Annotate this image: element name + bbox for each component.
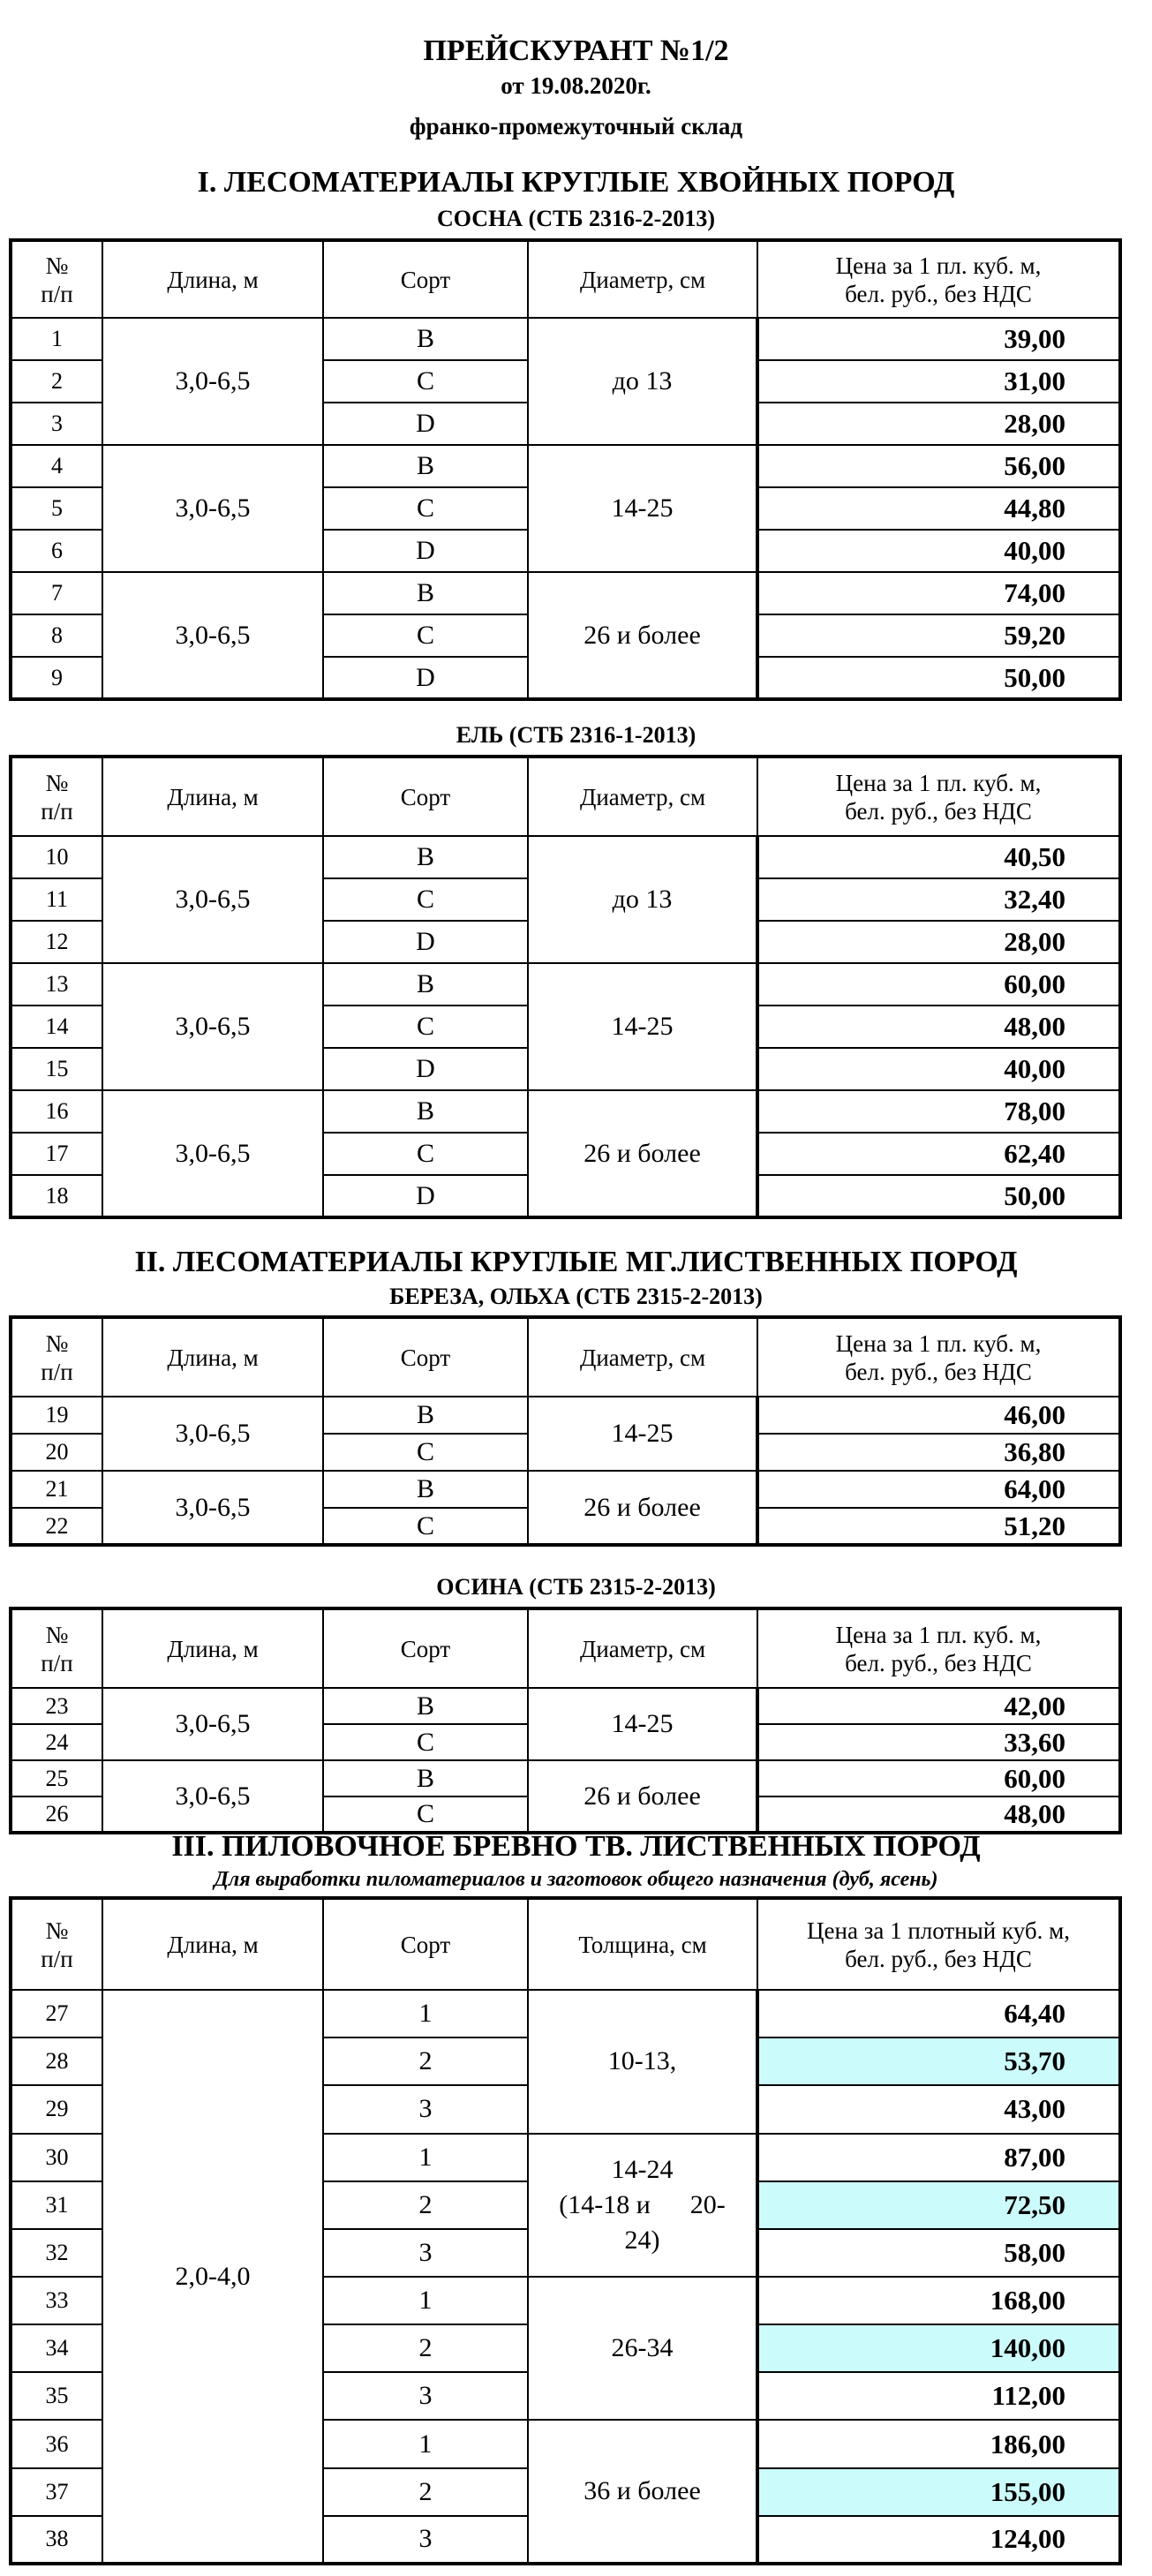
- price-cell: 60,00: [757, 963, 1120, 1006]
- header-length: Длина, м: [102, 757, 323, 836]
- price-cell: 51,20: [757, 1508, 1120, 1545]
- spruce-price-table: [9, 755, 1122, 1219]
- price-cell: 74,00: [757, 572, 1120, 614]
- length-cell: 3,0-6,5: [102, 836, 323, 963]
- table-row: [11, 1688, 1120, 1724]
- grade-cell: 1: [323, 2134, 528, 2181]
- table-row: [11, 1397, 1120, 1434]
- header-diameter: Диаметр, см: [528, 757, 757, 836]
- price-cell: 48,00: [757, 1006, 1120, 1048]
- grade-cell: B: [323, 1471, 528, 1508]
- section-title-2: II. ЛЕСОМАТЕРИАЛЫ КРУГЛЫЕ МГ.ЛИСТВЕННЫХ ПОРОД: [134, 1246, 1018, 1278]
- grade-cell: B: [323, 1688, 528, 1724]
- price-cell: 31,00: [757, 360, 1120, 403]
- grade-cell: B: [323, 1090, 528, 1133]
- header-num: № п/п: [11, 1608, 102, 1688]
- section-title-3: III. ПИЛОВОЧНОЕ БРЕВНО ТВ. ЛИСТВЕННЫХ ПОРОД: [171, 1830, 981, 1863]
- header-price: Цена за 1 пл. куб. м, бел. руб., без НДС: [757, 1608, 1120, 1688]
- grade-cell: 1: [323, 2420, 528, 2467]
- price-cell: 56,00: [757, 445, 1120, 487]
- row-number: 18: [11, 1175, 102, 1217]
- header-num: № п/п: [11, 1898, 102, 1990]
- row-number: 26: [11, 1796, 102, 1833]
- hardwood-price-table: [9, 1896, 1122, 2565]
- row-number: 31: [11, 2181, 102, 2229]
- thickness-cell: 26-34: [528, 2277, 757, 2420]
- row-number: 32: [11, 2229, 102, 2277]
- price-cell: 186,00: [757, 2420, 1120, 2467]
- header-thickness: Толщина, см: [528, 1898, 757, 1990]
- grade-cell: B: [323, 963, 528, 1006]
- grade-cell: B: [323, 318, 528, 360]
- table-header-row: [11, 757, 1120, 836]
- price-cell: 28,00: [757, 921, 1120, 963]
- table-row: [11, 1990, 1120, 2037]
- grade-cell: 3: [323, 2085, 528, 2133]
- price-cell: 64,00: [757, 1471, 1120, 1508]
- row-number: 21: [11, 1471, 102, 1508]
- row-number: 13: [11, 963, 102, 1006]
- diameter-cell: 26 и более: [528, 572, 757, 699]
- header-num: № п/п: [11, 757, 102, 836]
- price-cell: 59,20: [757, 614, 1120, 657]
- price-cell: 64,40: [757, 1990, 1120, 2037]
- header-num: № п/п: [11, 240, 102, 318]
- row-number: 27: [11, 1990, 102, 2037]
- grade-cell: D: [323, 530, 528, 572]
- price-cell: 168,00: [757, 2277, 1120, 2324]
- table-row: [11, 1471, 1120, 1508]
- header-price: Цена за 1 пл. куб. м, бел. руб., без НДС: [757, 240, 1120, 318]
- row-number: 12: [11, 921, 102, 963]
- price-cell: 36,80: [757, 1434, 1120, 1471]
- grade-cell: D: [323, 1048, 528, 1090]
- table-header-row: [11, 1317, 1120, 1397]
- grade-cell: 2: [323, 2037, 528, 2085]
- aspen-price-table: [9, 1607, 1122, 1834]
- diameter-cell: 26 и более: [528, 1760, 757, 1833]
- diameter-cell: до 13: [528, 836, 757, 963]
- grade-cell: 3: [323, 2516, 528, 2564]
- price-cell: 40,00: [757, 1048, 1120, 1090]
- length-cell: 3,0-6,5: [102, 1397, 323, 1471]
- grade-cell: C: [323, 360, 528, 403]
- row-number: 4: [11, 445, 102, 487]
- row-number: 8: [11, 614, 102, 657]
- price-cell: 87,00: [757, 2134, 1120, 2181]
- price-cell-highlighted: 53,70: [757, 2037, 1120, 2085]
- table-title-birch: БЕРЕЗА, ОЛЬХА (СТБ 2315-2-2013): [389, 1284, 763, 1309]
- price-cell: 43,00: [757, 2085, 1120, 2133]
- grade-cell: 1: [323, 2277, 528, 2324]
- length-cell: 3,0-6,5: [102, 445, 323, 572]
- price-cell: 39,00: [757, 318, 1120, 360]
- row-number: 17: [11, 1133, 102, 1175]
- row-number: 7: [11, 572, 102, 614]
- diameter-cell: 26 и более: [528, 1471, 757, 1545]
- table-row: [11, 836, 1120, 878]
- length-cell: 3,0-6,5: [102, 1090, 323, 1217]
- pine-price-table: [9, 238, 1122, 701]
- header-grade: Сорт: [323, 1317, 528, 1397]
- table-row: [11, 572, 1120, 614]
- row-number: 6: [11, 530, 102, 572]
- grade-cell: 2: [323, 2324, 528, 2372]
- table-row: [11, 445, 1120, 487]
- table-row: [11, 1090, 1120, 1133]
- header-price: Цена за 1 плотный куб. м, бел. руб., без НДС: [757, 1898, 1120, 1990]
- diameter-cell: 14-25: [528, 1688, 757, 1760]
- diameter-cell: 26 и более: [528, 1090, 757, 1217]
- header-length: Длина, м: [102, 240, 323, 318]
- row-number: 1: [11, 318, 102, 360]
- table-row: [11, 318, 1120, 360]
- grade-cell: B: [323, 445, 528, 487]
- grade-cell: D: [323, 403, 528, 445]
- length-cell: 3,0-6,5: [102, 1688, 323, 1760]
- row-number: 23: [11, 1688, 102, 1724]
- row-number: 29: [11, 2085, 102, 2133]
- price-cell: 32,40: [757, 878, 1120, 921]
- row-number: 2: [11, 360, 102, 403]
- price-cell: 62,40: [757, 1133, 1120, 1175]
- row-number: 16: [11, 1090, 102, 1133]
- grade-cell: C: [323, 1434, 528, 1471]
- length-cell: 3,0-6,5: [102, 572, 323, 699]
- header-diameter: Диаметр, см: [528, 1317, 757, 1397]
- grade-cell: 1: [323, 1990, 528, 2037]
- row-number: 34: [11, 2324, 102, 2372]
- price-cell: 33,60: [757, 1724, 1120, 1760]
- price-cell-highlighted: 140,00: [757, 2324, 1120, 2372]
- price-cell: 48,00: [757, 1796, 1120, 1833]
- row-number: 36: [11, 2420, 102, 2467]
- price-cell: 40,00: [757, 530, 1120, 572]
- table-title-spruce: ЕЛЬ (СТБ 2316-1-2013): [456, 722, 696, 748]
- length-cell: 2,0-4,0: [102, 1990, 323, 2564]
- grade-cell: B: [323, 836, 528, 878]
- price-cell: 44,80: [757, 487, 1120, 530]
- section-note: Для выработки пиломатериалов и заготовок общего назначения (дуб, ясень): [214, 1868, 938, 1891]
- diameter-cell: 14-25: [528, 963, 757, 1090]
- price-cell: 28,00: [757, 403, 1120, 445]
- length-cell: 3,0-6,5: [102, 1471, 323, 1545]
- diameter-cell: 14-25: [528, 1397, 757, 1471]
- grade-cell: B: [323, 1760, 528, 1796]
- grade-cell: C: [323, 614, 528, 657]
- page-terms: франко-промежуточный склад: [409, 113, 743, 139]
- grade-cell: D: [323, 1175, 528, 1217]
- thickness-cell: 36 и более: [528, 2420, 757, 2564]
- row-number: 35: [11, 2372, 102, 2420]
- row-number: 38: [11, 2516, 102, 2564]
- header-num: № п/п: [11, 1317, 102, 1397]
- price-cell: 42,00: [757, 1688, 1120, 1724]
- row-number: 5: [11, 487, 102, 530]
- thickness-cell: 10-13,: [528, 1990, 757, 2133]
- length-cell: 3,0-6,5: [102, 318, 323, 445]
- price-cell: 50,00: [757, 657, 1120, 699]
- diameter-cell: 14-25: [528, 445, 757, 572]
- length-cell: 3,0-6,5: [102, 963, 323, 1090]
- table-title-pine: СОСНА (СТБ 2316-2-2013): [436, 206, 716, 231]
- price-cell-highlighted: 72,50: [757, 2181, 1120, 2229]
- grade-cell: B: [323, 572, 528, 614]
- row-number: 10: [11, 836, 102, 878]
- header-grade: Сорт: [323, 1608, 528, 1688]
- header-grade: Сорт: [323, 757, 528, 836]
- table-header-row: [11, 1608, 1120, 1688]
- table-header-row: [11, 1898, 1120, 1990]
- table-header-row: [11, 240, 1120, 318]
- row-number: 9: [11, 657, 102, 699]
- header-length: Длина, м: [102, 1317, 323, 1397]
- price-cell: 78,00: [757, 1090, 1120, 1133]
- grade-cell: C: [323, 1508, 528, 1545]
- price-cell-highlighted: 155,00: [757, 2468, 1120, 2516]
- grade-cell: B: [323, 1397, 528, 1434]
- row-number: 24: [11, 1724, 102, 1760]
- header-grade: Сорт: [323, 1898, 528, 1990]
- price-cell: 50,00: [757, 1175, 1120, 1217]
- grade-cell: C: [323, 1724, 528, 1760]
- row-number: 11: [11, 878, 102, 921]
- grade-cell: 2: [323, 2468, 528, 2516]
- birch-price-table: [9, 1315, 1122, 1547]
- length-cell: 3,0-6,5: [102, 1760, 323, 1833]
- row-number: 19: [11, 1397, 102, 1434]
- page-title: ПРЕЙСКУРАНТ №1/2: [423, 34, 729, 67]
- page-date: от 19.08.2020г.: [501, 72, 651, 99]
- header-length: Длина, м: [102, 1898, 323, 1990]
- grade-cell: C: [323, 878, 528, 921]
- row-number: 28: [11, 2037, 102, 2085]
- grade-cell: D: [323, 921, 528, 963]
- header-price: Цена за 1 пл. куб. м, бел. руб., без НДС: [757, 1317, 1120, 1397]
- price-cell: 40,50: [757, 836, 1120, 878]
- section-title-1: I. ЛЕСОМАТЕРИАЛЫ КРУГЛЫЕ ХВОЙНЫХ ПОРОД: [197, 166, 955, 199]
- row-number: 37: [11, 2468, 102, 2516]
- thickness-cell: 14-24 (14-18 и 20- 24): [528, 2134, 757, 2277]
- row-number: 14: [11, 1006, 102, 1048]
- grade-cell: C: [323, 1133, 528, 1175]
- row-number: 20: [11, 1434, 102, 1471]
- header-diameter: Диаметр, см: [528, 240, 757, 318]
- row-number: 33: [11, 2277, 102, 2324]
- row-number: 22: [11, 1508, 102, 1545]
- table-row: [11, 963, 1120, 1006]
- header-diameter: Диаметр, см: [528, 1608, 757, 1688]
- grade-cell: C: [323, 487, 528, 530]
- grade-cell: 3: [323, 2229, 528, 2277]
- price-cell: 46,00: [757, 1397, 1120, 1434]
- grade-cell: C: [323, 1796, 528, 1833]
- grade-cell: 3: [323, 2372, 528, 2420]
- price-cell: 124,00: [757, 2516, 1120, 2564]
- grade-cell: D: [323, 657, 528, 699]
- grade-cell: C: [323, 1006, 528, 1048]
- price-cell: 112,00: [757, 2372, 1120, 2420]
- diameter-cell: до 13: [528, 318, 757, 445]
- header-grade: Сорт: [323, 240, 528, 318]
- header-price: Цена за 1 пл. куб. м, бел. руб., без НДС: [757, 757, 1120, 836]
- header-length: Длина, м: [102, 1608, 323, 1688]
- price-cell: 60,00: [757, 1760, 1120, 1796]
- table-title-aspen: ОСИНА (СТБ 2315-2-2013): [436, 1574, 716, 1600]
- table-row: [11, 1760, 1120, 1796]
- row-number: 3: [11, 403, 102, 445]
- row-number: 30: [11, 2134, 102, 2181]
- row-number: 25: [11, 1760, 102, 1796]
- row-number: 15: [11, 1048, 102, 1090]
- grade-cell: 2: [323, 2181, 528, 2229]
- price-cell: 58,00: [757, 2229, 1120, 2277]
